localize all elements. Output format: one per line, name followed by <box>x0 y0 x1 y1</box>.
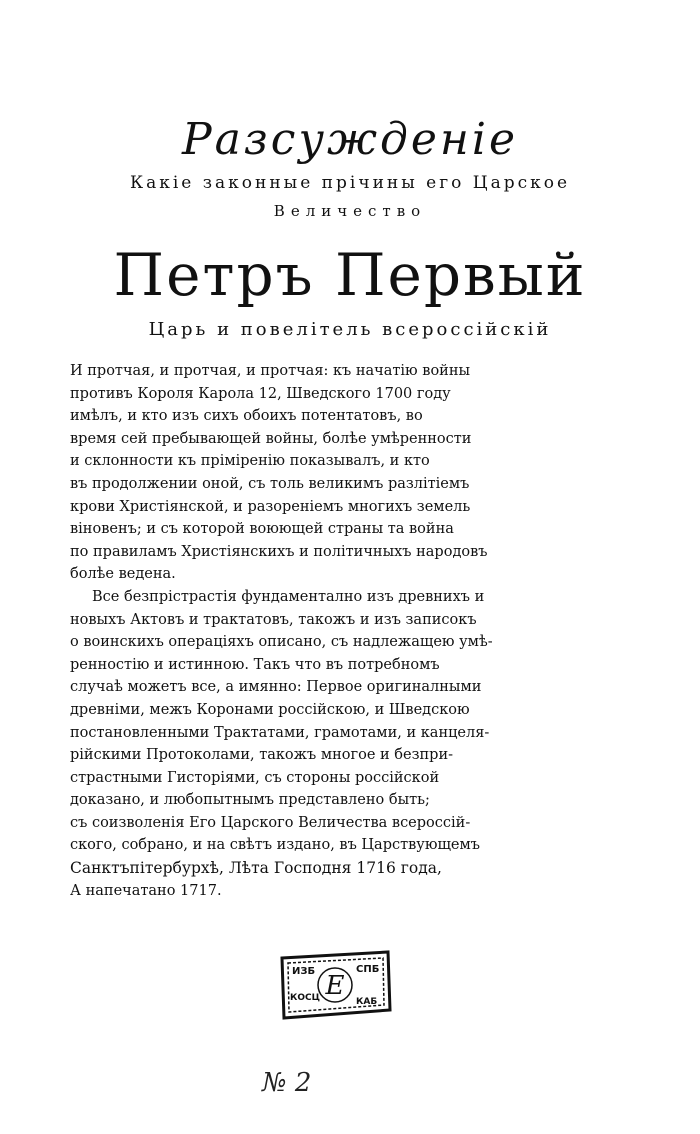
body-line: съ соизволенія Его Царского Величества всероссій- <box>70 814 471 831</box>
library-stamp <box>276 948 394 1022</box>
body-line: ского, собрано, и на свѣтъ издано, въ Царствующемъ <box>70 837 481 854</box>
shelf-mark: № 2 <box>262 1068 312 1098</box>
body-line: противъ Короля Карола 12, Шведского 1700 году <box>70 385 451 402</box>
page-title: Разсужденіе <box>181 114 519 165</box>
body-line: страстными Гисторіями, съ стороны россійской <box>70 769 440 786</box>
tsar-name: Петръ Первый <box>113 241 587 309</box>
body-line: болѣе ведена. <box>70 566 176 583</box>
stamp-text-top-left: ИЗБ <box>292 966 316 977</box>
body-line: рійскими Протоколами, такожъ многое и безпри- <box>70 747 454 764</box>
body-line: древніми, межъ Коронами россійскою, и Шведскою <box>70 701 470 718</box>
body-line: И протчая, и протчая, и протчая: къ начатію войны <box>70 363 471 379</box>
library-stamp-graphic <box>276 948 394 1022</box>
body-line: новыхъ Актовъ и трактатовъ, такожъ и изъ записокъ <box>70 611 477 628</box>
subtitle-line-1: Какіе законные прічины его Царское <box>129 173 571 193</box>
body-line: и склонности къ пріміренію показывалъ, и кто <box>70 453 430 470</box>
body-line: время сей пребывающей войны, болѣе умѣренности <box>70 430 472 447</box>
body-line: по правиламъ Христіянскихъ и політичныхъ народовъ <box>70 543 488 560</box>
body-line: въ продолжении оной, съ толь великимъ разлітіемъ <box>70 475 470 492</box>
tsar-title-line: Царь и повелітель всероссійскій <box>148 319 552 340</box>
body-line: случаѣ можетъ все, а имянно: Первое оригиналными <box>70 679 482 696</box>
body-line: Санктъпітербурхѣ, Лѣта Господня 1716 года, <box>70 859 442 878</box>
stamp-text-top-right: СПБ <box>356 964 380 975</box>
body-line: А напечатано 1717. <box>70 882 222 899</box>
body-line: имѣлъ, и кто изъ сихъ обоихъ потентатовъ, во <box>70 408 423 425</box>
stamp-letter: Е <box>325 971 345 1001</box>
body-line: о воинскихъ операціяхъ описано, съ надлежащею умѣ- <box>70 634 493 651</box>
body-line: постановленными Трактатами, грамотами, и канцеля- <box>70 724 490 741</box>
subtitle-line-2: Величество <box>273 202 427 220</box>
body-line: крови Христіянской, и разореніемъ многихъ земель <box>70 498 471 515</box>
body-text <box>70 360 630 902</box>
body-line: Все безпрістрастія фундаментално изъ древнихъ и <box>92 588 485 605</box>
body-line: ренностію и истинною. Такъ что въ потребномъ <box>70 656 440 673</box>
body-line: доказано, и любопытнымъ представлено быть; <box>70 792 430 809</box>
body-line: віновенъ; и съ которой воюющей страны та война <box>70 521 454 538</box>
stamp-text-right: КАБ <box>356 997 378 1007</box>
stamp-text-left: КОСЦ <box>290 993 320 1003</box>
